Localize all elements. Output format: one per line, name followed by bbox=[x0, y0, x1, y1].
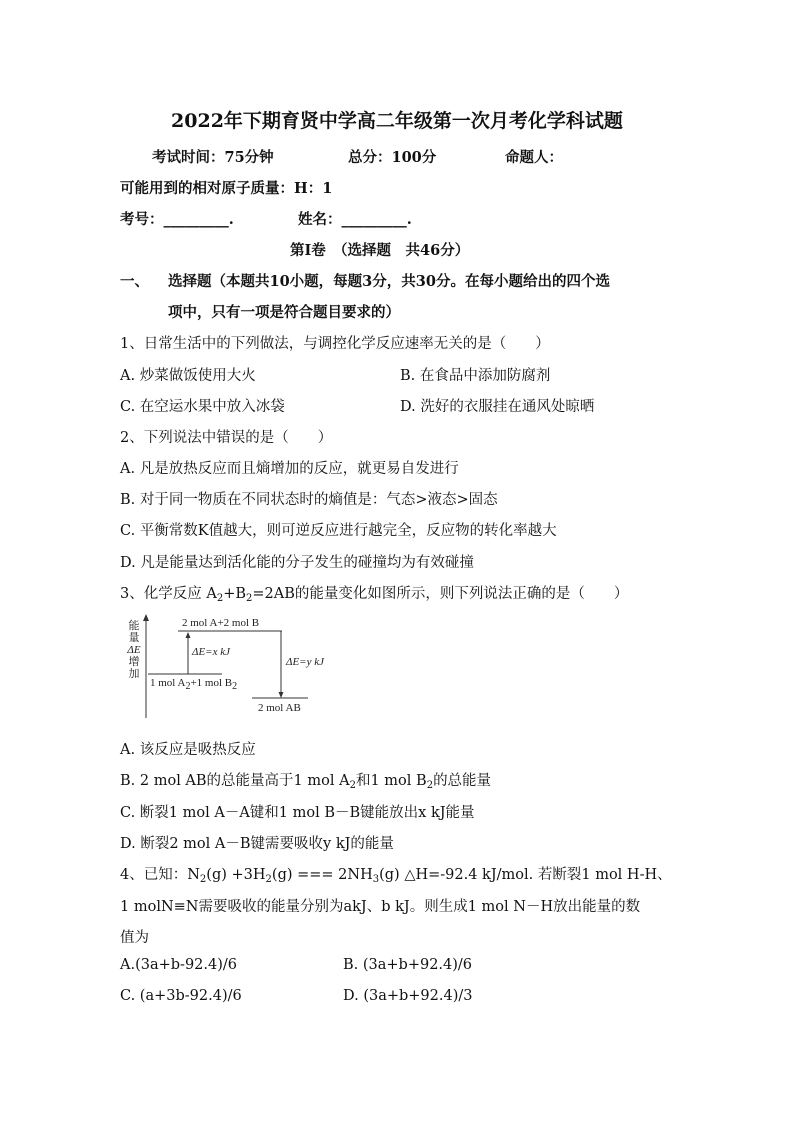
question-1-stem: 1、日常生活中的下列做法，与调控化学反应速率无关的是（ ） bbox=[120, 336, 550, 352]
question-3-stem: 3、化学反应 $A_2+B_2=2AB$的能量变化如图所示，则下列说法正确的是（ ） bbox=[120, 586, 629, 604]
question-2-option-c[interactable]: C. 平衡常数K值越大，则可逆反应进行越完全，反应物的转化率越大 bbox=[120, 523, 557, 539]
middle-level-label: 1 mol $A_2+1$ mol $B_2$ bbox=[150, 677, 238, 692]
question-2-stem: 2、下列说法中错误的是（ ） bbox=[120, 430, 333, 446]
delta-y-arrowhead bbox=[279, 692, 284, 698]
question-3-option-b[interactable]: B. 2 mol AB的总能量高于1 mol $A_2$和1 mol $B_2$的总能量 bbox=[120, 773, 492, 791]
question-1-option-d[interactable]: D. 洗好的衣服挂在通风处晾晒 bbox=[400, 399, 595, 415]
question-4-stem-line3: 值为 bbox=[120, 930, 149, 946]
question-4-option-b[interactable]: B. (3a+b+92.4)/6 bbox=[343, 957, 473, 973]
total-score: 总分：100分 bbox=[348, 149, 437, 166]
question-4-option-d[interactable]: D. (3a+b+92.4)/3 bbox=[343, 988, 473, 1004]
student-name-blank: _________. bbox=[341, 211, 412, 228]
question-2-option-a[interactable]: A. 凡是放热反应而且熵增加的反应，就更易自发进行 bbox=[120, 461, 459, 477]
page-title: 2022年下期育贤中学高二年级第一次月考化学科试题 bbox=[171, 110, 623, 132]
question-3-option-d[interactable]: D. 断裂2 mol A－B键需要吸收y kJ的能量 bbox=[120, 836, 394, 852]
axis-label: 能 量 ΔE 增 加 bbox=[127, 620, 141, 680]
exam-time: 考试时间：75分钟 bbox=[152, 149, 274, 166]
author-label: 命题人： bbox=[505, 149, 563, 166]
delta-x-arrowhead bbox=[186, 632, 191, 638]
delta-y-label: ΔE=y kJ bbox=[286, 656, 324, 668]
section-heading-line2: 项中，只有一项是符合题目要求的） bbox=[168, 304, 400, 321]
student-name-label: 姓名： bbox=[298, 211, 342, 228]
question-1-option-c[interactable]: C. 在空运水果中放入冰袋 bbox=[120, 399, 285, 415]
question-4-option-a[interactable]: A.(3a+b-92.4)/6 bbox=[120, 957, 237, 973]
energy-diagram bbox=[120, 612, 324, 722]
question-4-stem-line1: 4、已知：$N_2(g) +3H_2(g)$ === $2NH_3(g)$ △H=-92.4 kJ/mol. 若断裂1 mol H-H、 bbox=[120, 867, 672, 885]
bottom-level-label: 2 mol AB bbox=[258, 702, 301, 714]
student-name-field[interactable] bbox=[298, 208, 412, 229]
section-number: 一、 bbox=[120, 273, 149, 290]
section-heading-line1: 选择题（本题共10小题，每题3分，共30分。在每小题给出的四个选 bbox=[168, 273, 610, 290]
atomic-mass-note: 可能用到的相对原子质量：H：1 bbox=[120, 180, 333, 197]
question-3-option-a[interactable]: A. 该反应是吸热反应 bbox=[120, 742, 256, 758]
part-title: 第Ⅰ卷 （选择题 共46分） bbox=[290, 242, 470, 259]
top-level-label: 2 mol A+2 mol B bbox=[182, 617, 260, 629]
exam-number-field[interactable] bbox=[120, 208, 234, 229]
question-1-option-b[interactable]: B. 在食品中添加防腐剂 bbox=[400, 368, 551, 384]
axis-arrow bbox=[143, 614, 149, 621]
question-1-option-a[interactable]: A. 炒菜做饭使用大火 bbox=[120, 368, 256, 384]
question-4-stem-line2: 1 molN≡N需要吸收的能量分别为akJ、b kJ。则生成1 mol N－H放出能量的数 bbox=[120, 899, 641, 915]
question-2-option-b[interactable]: B. 对于同一物质在不同状态时的熵值是：气态>液态>固态 bbox=[120, 492, 498, 508]
exam-number-label: 考号： bbox=[120, 211, 164, 228]
question-4-option-c[interactable]: C. (a+3b-92.4)/6 bbox=[120, 988, 242, 1004]
exam-number-blank: _________. bbox=[163, 211, 234, 228]
question-2-option-d[interactable]: D. 凡是能量达到活化能的分子发生的碰撞均为有效碰撞 bbox=[120, 555, 474, 571]
delta-x-label: ΔE=x kJ bbox=[192, 646, 230, 658]
question-3-option-c[interactable]: C. 断裂1 mol A－A键和1 mol B－B键能放出x kJ能量 bbox=[120, 805, 475, 821]
